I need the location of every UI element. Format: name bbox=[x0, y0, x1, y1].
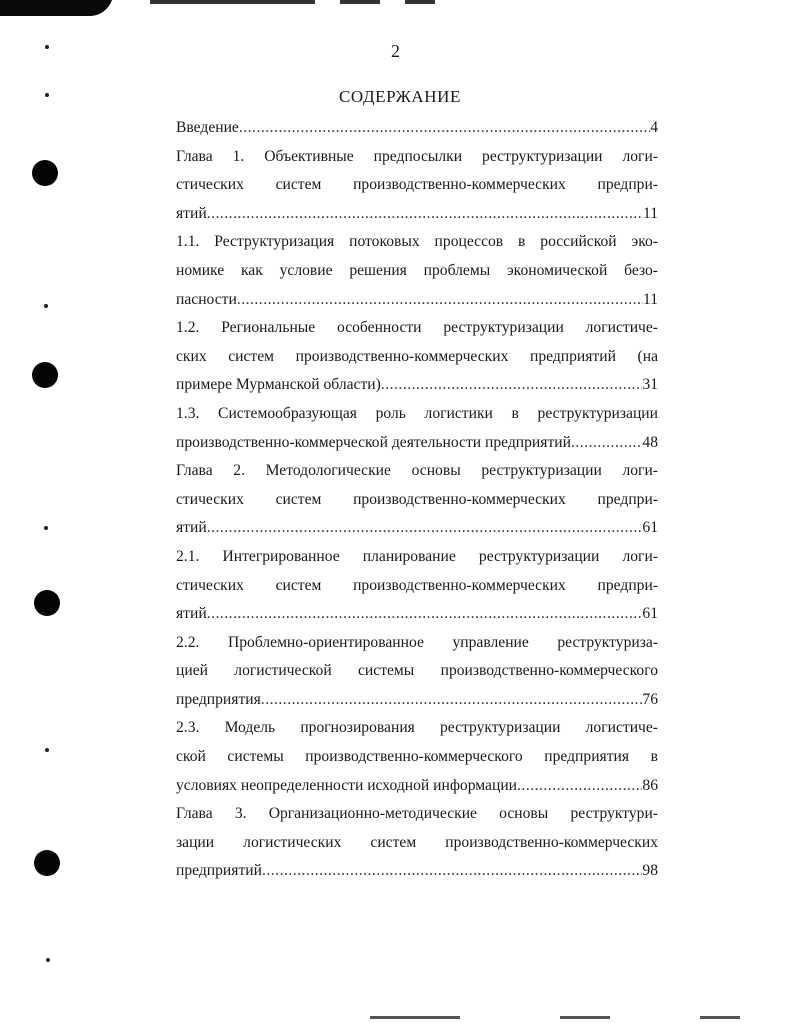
toc-entry[interactable] bbox=[176, 714, 658, 800]
toc-entry-line: Глава 3. Организационно-методические основы реструктури- bbox=[176, 805, 658, 823]
toc-entry[interactable] bbox=[176, 629, 658, 715]
toc-entry[interactable] bbox=[176, 228, 658, 314]
scan-artifact bbox=[560, 1016, 610, 1019]
toc-page-number: 4 bbox=[650, 119, 658, 136]
punch-hole bbox=[34, 850, 60, 876]
toc-page-number: 61 bbox=[642, 519, 658, 537]
dot-leader bbox=[261, 686, 643, 715]
toc-entry[interactable] bbox=[176, 543, 658, 629]
dot-leader bbox=[237, 286, 643, 315]
scan-artifact bbox=[340, 0, 380, 4]
toc-entry-line: 2.1. Интегрированное планирование реструктуризации логи- bbox=[176, 547, 658, 565]
table-of-contents bbox=[176, 114, 658, 886]
toc-entry-last-line: Введение bbox=[176, 119, 239, 136]
toc-entry-line: ских систем производственно-коммерческих предприятий (на bbox=[176, 347, 658, 365]
scan-artifact bbox=[0, 0, 112, 16]
dot-leader bbox=[207, 200, 643, 229]
toc-entry-last-line: ятий bbox=[176, 519, 207, 537]
toc-page-number: 11 bbox=[642, 290, 658, 308]
toc-entry-line: Глава 2. Методологические основы реструктуризации логи- bbox=[176, 462, 658, 480]
scan-artifact bbox=[700, 1016, 740, 1019]
toc-entry-last-line: ятий bbox=[176, 605, 207, 623]
toc-entry-last-line: производственно-коммерческой деятельности предприятий bbox=[176, 433, 571, 451]
toc-page-number: 61 bbox=[642, 605, 658, 623]
scan-artifact bbox=[405, 0, 435, 4]
toc-page-number: 86 bbox=[642, 776, 658, 794]
toc-entry-last-line: примере Мурманской области) bbox=[176, 376, 381, 394]
toc-page-number: 98 bbox=[642, 862, 658, 880]
page-title: СОДЕРЖАНИЕ bbox=[338, 87, 462, 106]
toc-entry[interactable] bbox=[176, 114, 658, 143]
toc-entry[interactable] bbox=[176, 800, 658, 886]
toc-entry-line: 1.2. Региональные особенности реструктуризации логистиче- bbox=[176, 319, 658, 337]
toc-page-number: 11 bbox=[642, 204, 658, 222]
scan-speck bbox=[44, 304, 48, 308]
scan-speck bbox=[45, 748, 49, 752]
scan-speck bbox=[46, 958, 50, 962]
dot-leader bbox=[262, 857, 642, 886]
toc-entry-last-line: условиях неопределенности исходной информации bbox=[176, 776, 518, 794]
toc-entry-line: стических систем производственно-коммерческих предпри- bbox=[176, 576, 658, 594]
dot-leader bbox=[381, 371, 643, 400]
toc-entry[interactable] bbox=[176, 457, 658, 543]
scan-speck bbox=[44, 526, 48, 530]
scan-artifact bbox=[150, 0, 315, 4]
toc-page-number: 76 bbox=[642, 690, 658, 708]
toc-entry-line: цией логистической системы производственно-коммерческого bbox=[176, 662, 658, 680]
punch-hole bbox=[32, 160, 58, 186]
toc-entry-line: 2.3. Модель прогнозирования реструктуризации логистиче- bbox=[176, 719, 658, 737]
toc-entry-line: зации логистических систем производственно-коммерческих bbox=[176, 833, 658, 851]
toc-entry-line: стических систем производственно-коммерческих предпри- bbox=[176, 490, 658, 508]
toc-entry-last-line: предприятий bbox=[176, 862, 262, 880]
toc-entry[interactable] bbox=[176, 143, 658, 229]
toc-page-number: 31 bbox=[642, 376, 658, 394]
toc-entry-line: стических систем производственно-коммерческих предпри- bbox=[176, 176, 658, 194]
punch-hole bbox=[34, 590, 60, 616]
punch-hole bbox=[32, 362, 58, 388]
dot-leader bbox=[571, 429, 642, 458]
toc-page-number: 48 bbox=[642, 433, 658, 451]
toc-entry-last-line: пасности bbox=[176, 290, 237, 308]
scan-artifact bbox=[370, 1016, 460, 1019]
toc-entry-line: номике как условие решения проблемы экономической безо- bbox=[176, 261, 658, 279]
page-number: 2 bbox=[391, 41, 400, 61]
toc-entry-line: 1.3. Системообразующая роль логистики в реструктуризации bbox=[176, 404, 658, 422]
toc-entry-line: Глава 1. Объективные предпосылки реструктуризации логи- bbox=[176, 147, 658, 165]
toc-entry-last-line: предприятия bbox=[176, 690, 261, 708]
toc-entry[interactable] bbox=[176, 400, 658, 457]
dot-leader bbox=[207, 514, 643, 543]
toc-entry[interactable] bbox=[176, 314, 658, 400]
toc-entry-line: 1.1. Реструктуризация потоковых процессов в российской эко- bbox=[176, 233, 658, 251]
dot-leader bbox=[517, 772, 642, 801]
toc-entry-line: 2.2. Проблемно-ориентированное управление реструктуриза- bbox=[176, 633, 658, 651]
toc-entry-last-line: ятий bbox=[176, 204, 207, 222]
toc-entry-line: ской системы производственно-коммерческого предприятия в bbox=[176, 748, 658, 766]
dot-leader bbox=[207, 600, 643, 629]
dot-leader bbox=[239, 114, 650, 143]
